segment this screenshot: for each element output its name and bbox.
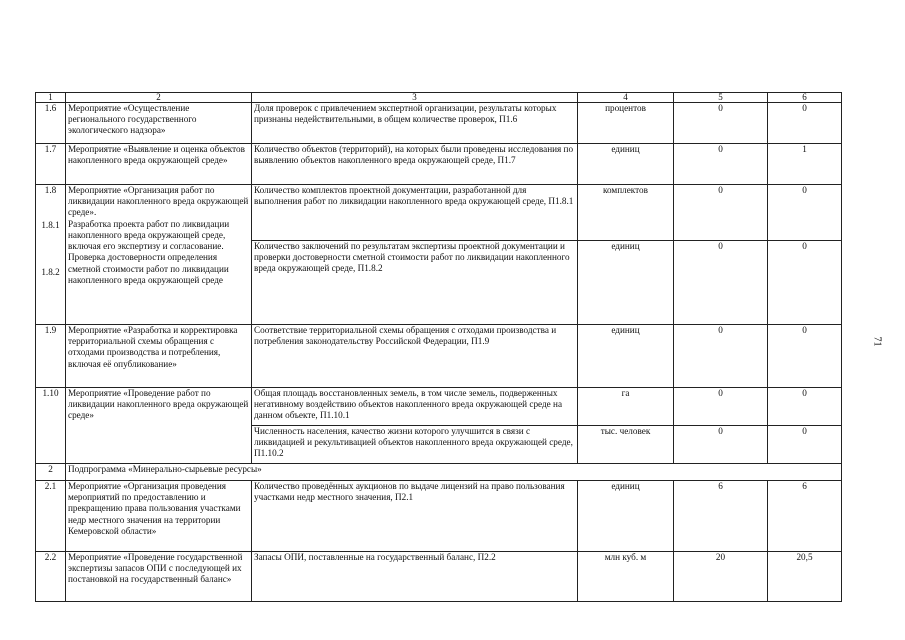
column-number-row (36, 93, 842, 103)
row-number: 1.6 (36, 103, 66, 144)
row-number: 2 (36, 464, 66, 481)
row-number-main: 1.8 (44, 185, 57, 195)
value-col6: 0 (768, 241, 842, 325)
indicator-cell: Общая площадь восстановленных земель, в том числе земель, подверженных негативному воздействию объектов накопленного вреда окружающей среде на данном объекте, П1.10.1 (252, 388, 578, 426)
table-row (36, 325, 842, 388)
value-col6: 0 (768, 103, 842, 144)
table-row (36, 481, 842, 552)
value-col6: 0 (768, 325, 842, 388)
unit-cell: единиц (578, 241, 674, 325)
col-header-6: 6 (768, 93, 842, 103)
value-col5: 0 (674, 426, 768, 464)
value-col5: 0 (674, 185, 768, 241)
unit-cell: га (578, 388, 674, 426)
value-col5: 6 (674, 481, 768, 552)
value-col5: 0 (674, 388, 768, 426)
value-col5: 20 (674, 552, 768, 602)
unit-cell: комплектов (578, 185, 674, 241)
subprogram-title: Подпрограмма «Минерально-сырьевые ресурсы» (66, 464, 842, 481)
unit-cell: тыс. человек (578, 426, 674, 464)
event-sub1: Разработка проекта работ по ликвидации накопленного вреда окружающей среде, включая его экспертизу и согласование. (68, 218, 230, 252)
unit-cell: процентов (578, 103, 674, 144)
indicator-cell: Количество проведённых аукционов по выдаче лицензий на право пользования участками недр местного значения, П2.1 (252, 481, 578, 552)
event-cell: Мероприятие «Организация проведения мероприятий по предоставлению и прекращению права пользования участками недр местного значения на территории Кемеровской области» (66, 481, 252, 552)
value-col6: 0 (768, 185, 842, 241)
row-number-sub1: 1.8.1 (41, 220, 60, 231)
col-header-3: 3 (252, 93, 578, 103)
value-col6: 1 (768, 144, 842, 185)
value-col6: 6 (768, 481, 842, 552)
unit-cell: единиц (578, 325, 674, 388)
indicator-cell: Запасы ОПИ, поставленные на государственный баланс, П2.2 (252, 552, 578, 602)
value-col6: 0 (768, 426, 842, 464)
event-cell: Мероприятие «Проведение государственной экспертизы запасов ОПИ с последующей их постановкой на государственный баланс» (66, 552, 252, 602)
row-number: 1.9 (36, 325, 66, 388)
table-row (36, 103, 842, 144)
unit-cell: млн куб. м (578, 552, 674, 602)
event-cell: Мероприятие «Выявление и оценка объектов накопленного вреда окружающей среде» (66, 144, 252, 185)
unit-cell: единиц (578, 481, 674, 552)
indicator-cell: Численность населения, качество жизни которого улучшится в связи с ликвидацией и рекультивацией объектов накопленного вреда окружающей среде, П1.10.2 (252, 426, 578, 464)
row-number: 1.10 (36, 388, 66, 464)
value-col5: 0 (674, 241, 768, 325)
unit-cell: единиц (578, 144, 674, 185)
event-cell: Мероприятие «Осуществление регионального государственного экологического надзора» (66, 103, 252, 144)
table-row (36, 144, 842, 185)
indicator-cell: Соответствие территориальной схемы обращения с отходами производства и потребления законодательству Российской Федерации, П1.9 (252, 325, 578, 388)
row-number: 2.1 (36, 481, 66, 552)
table-row (36, 552, 842, 602)
indicator-cell: Доля проверок с привлечением экспертной организации, результаты которых признаны недействительными, в общем количестве проверок, П1.6 (252, 103, 578, 144)
event-cell (66, 185, 252, 325)
col-header-4: 4 (578, 93, 674, 103)
col-header-5: 5 (674, 93, 768, 103)
indicator-cell: Количество объектов (территорий), на которых были проведены исследования по выявлению объектов накопленного вреда окружающей среде, П1.7 (252, 144, 578, 185)
indicators-table (35, 92, 842, 602)
value-col5: 0 (674, 325, 768, 388)
row-number-sub2: 1.8.2 (41, 267, 60, 278)
row-number: 2.2 (36, 552, 66, 602)
value-col6: 0 (768, 388, 842, 426)
event-cell: Мероприятие «Проведение работ по ликвидации накопленного вреда окружающей среде» (66, 388, 252, 464)
row-number (36, 185, 66, 325)
value-col5: 0 (674, 144, 768, 185)
value-col6: 20,5 (768, 552, 842, 602)
indicator-cell: Количество комплектов проектной документации, разработанной для выполнения работ по ликвидации накопленного вреда окружающей среде, П1.8.1 (252, 185, 578, 241)
subprogram-row (36, 464, 842, 481)
value-col5: 0 (674, 103, 768, 144)
col-header-1: 1 (36, 93, 66, 103)
table-row (36, 388, 842, 426)
event-main: Мероприятие «Организация работ по ликвидации накопленного вреда окружающей среде». (68, 185, 249, 218)
page-number: 71 (871, 336, 883, 347)
event-sub2: Проверка достоверности определения сметной стоимости работ по ликвидации накопленного вреда окружающей среде (68, 252, 229, 285)
indicator-cell: Количество заключений по результатам экспертизы проектной документации и проверки достоверности сметной стоимости работ по ликвидации накопленного вреда окружающей среде, П1.8.2 (252, 241, 578, 325)
table-row (36, 185, 842, 241)
row-number: 1.7 (36, 144, 66, 185)
col-header-2: 2 (66, 93, 252, 103)
event-cell: Мероприятие «Разработка и корректировка территориальной схемы обращения с отходами производства и потребления, включая её опубликование» (66, 325, 252, 388)
